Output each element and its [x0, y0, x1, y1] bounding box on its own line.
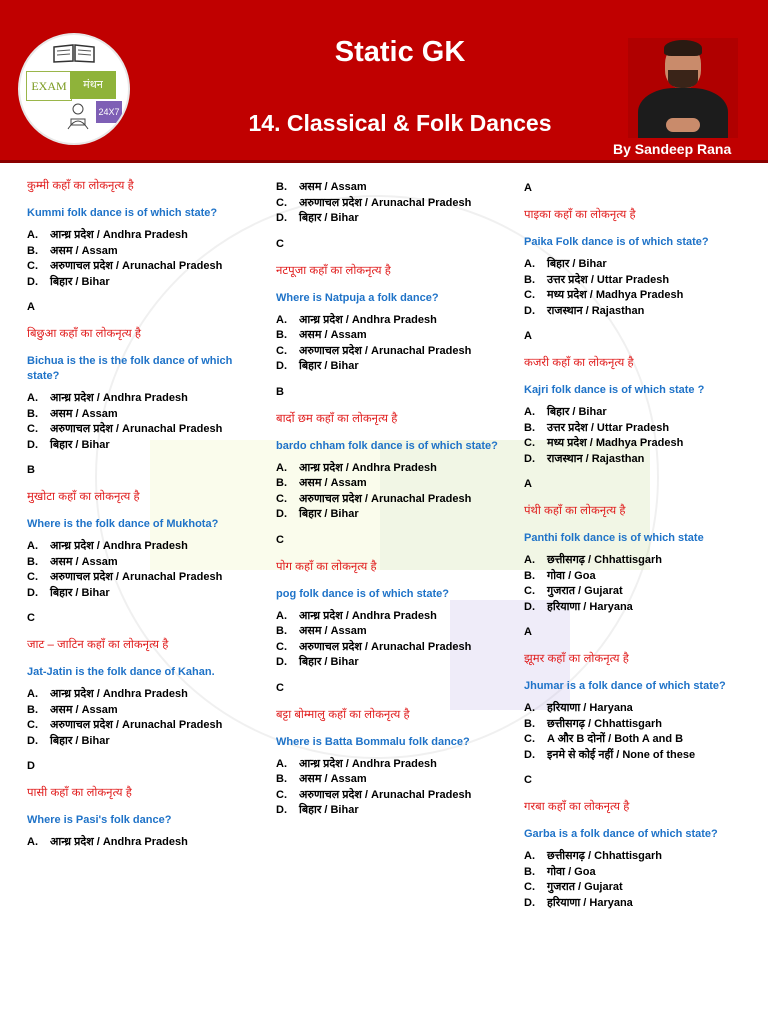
option-text: असम / Assam: [299, 477, 367, 489]
option-letter: D.: [276, 656, 287, 668]
option-row: [524, 405, 764, 421]
option-letter: A.: [27, 688, 38, 700]
answer-label: C: [524, 774, 532, 786]
column-1: [27, 178, 267, 851]
option-row: [276, 624, 516, 640]
option-text: उत्तर प्रदेश / Uttar Pradesh: [547, 273, 670, 286]
option-text: असम / Assam: [299, 773, 367, 785]
question-hindi: बार्दो छम कहाँ का लोकनृत्य है: [276, 412, 398, 425]
option-letter: C.: [524, 289, 535, 301]
option-row: [276, 492, 516, 508]
option-letter: B.: [276, 477, 287, 489]
option-text: अरुणाचल प्रदेश / Arunachal Pradesh: [50, 423, 223, 435]
option-row: [524, 584, 764, 600]
option-text: बिहार / Bihar: [547, 406, 607, 418]
option-row: [27, 734, 267, 750]
option-letter: C.: [524, 437, 535, 449]
question-block: [524, 207, 764, 355]
option-letter: B.: [524, 273, 535, 286]
question-english: Paika Folk dance is of which state?: [524, 236, 709, 248]
option-row: [27, 275, 267, 291]
options-list: [276, 757, 516, 819]
option-letter: C.: [276, 196, 287, 209]
question-block: [276, 263, 516, 411]
question-hindi: पाइका कहाँ का लोकनृत्य है: [524, 209, 636, 221]
question-hindi: नटपूजा कहाँ का लोकनृत्य है: [276, 264, 391, 277]
question-hindi: पासी कहाँ का लोकनृत्य है: [27, 787, 132, 799]
option-row: [276, 180, 516, 196]
option-letter: C.: [524, 881, 535, 893]
page-header: [0, 0, 768, 163]
options-list: [524, 257, 764, 319]
option-text: हरियाणा / Haryana: [547, 896, 633, 909]
options-list: [276, 609, 516, 671]
options-list: [276, 313, 516, 375]
question-block: [27, 489, 267, 637]
option-row: [276, 359, 516, 375]
option-row: [276, 640, 516, 656]
option-text: असम / Assam: [50, 555, 118, 568]
option-letter: A.: [276, 609, 287, 622]
option-row: [524, 717, 764, 733]
option-row: [524, 732, 764, 748]
option-text: अरुणाचल प्रदेश / Arunachal Pradesh: [50, 260, 223, 272]
question-english: Bichua is the is the folk dance of which state?: [27, 355, 233, 382]
option-letter: B.: [276, 181, 287, 193]
question-hindi: गरबा कहाँ का लोकनृत्य है: [524, 801, 630, 813]
options-list: [524, 405, 764, 467]
option-text: छत्तीसगढ़ / Chhattisgarh: [547, 850, 662, 862]
option-row: [524, 436, 764, 452]
question-english: Where is Natpuja a folk dance?: [276, 291, 439, 304]
question-block: [276, 411, 516, 559]
question-english: Kajri folk dance is of which state ?: [524, 384, 705, 396]
option-text: आन्ध्र प्रदेश / Andhra Pradesh: [299, 313, 437, 326]
option-text: असम / Assam: [299, 625, 367, 637]
option-text: असम / Assam: [50, 407, 118, 420]
answer-label: A: [27, 301, 35, 313]
question-block: [276, 707, 516, 819]
option-row: [276, 609, 516, 625]
option-letter: D.: [524, 748, 535, 761]
option-row: [27, 259, 267, 275]
option-letter: D.: [524, 896, 535, 909]
option-text: बिहार / Bihar: [299, 656, 359, 668]
option-row: [524, 896, 764, 912]
option-letter: B.: [27, 244, 38, 257]
option-letter: B.: [27, 555, 38, 568]
option-letter: D.: [276, 804, 287, 816]
option-letter: B.: [524, 717, 535, 730]
option-row: [27, 438, 267, 454]
option-text: इनमे से कोई नहीं / None of these: [547, 748, 696, 761]
option-row: [524, 600, 764, 616]
option-row: [524, 701, 764, 717]
option-letter: C.: [524, 585, 535, 597]
option-letter: B.: [276, 329, 287, 341]
question-block: [27, 785, 267, 851]
author-photo-beard: [668, 70, 698, 88]
answer-label: C: [27, 612, 35, 624]
column-3: [524, 180, 764, 911]
option-letter: A.: [276, 313, 287, 326]
question-english: bardo chham folk dance is of which state?: [276, 439, 498, 452]
option-letter: B.: [524, 865, 535, 878]
option-letter: B.: [276, 625, 287, 637]
option-letter: B.: [276, 773, 287, 785]
open-book-icon: [52, 43, 96, 63]
option-text: हरियाणा / Haryana: [547, 600, 633, 613]
option-row: [27, 555, 267, 571]
option-row: [524, 849, 764, 865]
option-text: आन्ध्र प्रदेश / Andhra Pradesh: [50, 392, 188, 404]
option-text: अरुणाचल प्रदेश / Arunachal Pradesh: [299, 788, 472, 801]
option-letter: A.: [27, 229, 38, 241]
option-text: राजस्थान / Rajasthan: [547, 304, 645, 317]
question-english: Where is Batta Bommalu folk dance?: [276, 735, 470, 748]
option-text: बिहार / Bihar: [299, 212, 359, 224]
options-list: [27, 539, 267, 601]
option-text: आन्ध्र प्रदेश / Andhra Pradesh: [50, 229, 188, 241]
option-text: मध्य प्रदेश / Madhya Pradesh: [547, 437, 684, 449]
option-row: [524, 257, 764, 273]
option-row: [276, 803, 516, 819]
option-letter: A.: [524, 258, 535, 270]
option-text: असम / Assam: [50, 244, 118, 257]
option-letter: D.: [276, 360, 287, 372]
author-photo-hands: [666, 118, 700, 132]
options-list: [276, 461, 516, 523]
option-letter: A.: [276, 461, 287, 474]
author-photo: [628, 38, 738, 138]
option-letter: A.: [27, 392, 38, 404]
option-row: [276, 476, 516, 492]
option-text: अरुणाचल प्रदेश / Arunachal Pradesh: [299, 344, 472, 357]
question-block: [524, 651, 764, 799]
option-row: [27, 407, 267, 423]
reader-illustration-icon: [62, 101, 94, 131]
option-row: [27, 539, 267, 555]
options-list: [27, 391, 267, 453]
option-text: गुजरात / Gujarat: [547, 585, 623, 597]
option-row: [276, 328, 516, 344]
option-letter: D.: [276, 212, 287, 224]
option-row: [27, 391, 267, 407]
author-name: By Sandeep Rana: [613, 141, 732, 157]
option-text: बिहार / Bihar: [547, 258, 607, 270]
option-letter: A.: [524, 554, 535, 566]
options-list: [27, 228, 267, 290]
option-text: आन्ध्र प्रदेश / Andhra Pradesh: [50, 836, 188, 848]
option-text: उत्तर प्रदेश / Uttar Pradesh: [547, 421, 670, 434]
option-letter: A.: [27, 836, 38, 848]
option-letter: C.: [27, 423, 38, 435]
options-list: [524, 553, 764, 615]
page-subtitle: 14. Classical & Folk Dances: [248, 110, 552, 136]
option-text: बिहार / Bihar: [299, 508, 359, 520]
option-letter: D.: [27, 438, 38, 451]
logo-manthan-text: मंथन: [70, 71, 116, 99]
option-row: [27, 228, 267, 244]
option-row: [524, 865, 764, 881]
option-text: हरियाणा / Haryana: [547, 702, 633, 714]
question-english: Where is the folk dance of Mukhota?: [27, 518, 219, 530]
option-text: आन्ध्र प्रदेश / Andhra Pradesh: [299, 461, 437, 474]
option-row: [524, 452, 764, 468]
option-row: [524, 288, 764, 304]
answer-label: A: [524, 330, 532, 342]
option-letter: C.: [27, 260, 38, 272]
option-text: बिहार / Bihar: [50, 438, 110, 451]
column-2: [276, 180, 516, 819]
answer-label: B: [27, 464, 35, 476]
option-text: राजस्थान / Rajasthan: [547, 452, 645, 465]
option-letter: A.: [276, 757, 287, 770]
question-english: Jhumar is a folk dance of which state?: [524, 680, 726, 692]
option-text: अरुणाचल प्रदेश / Arunachal Pradesh: [299, 640, 472, 653]
option-letter: A.: [524, 702, 535, 714]
option-text: छत्तीसगढ़ / Chhattisgarh: [547, 554, 662, 566]
option-row: [276, 655, 516, 671]
answer-label: C: [276, 681, 284, 694]
question-block: [27, 178, 267, 326]
answer-label: B: [276, 385, 284, 398]
option-row: [27, 586, 267, 602]
option-letter: D.: [27, 275, 38, 288]
option-text: बिहार / Bihar: [50, 734, 110, 747]
option-letter: A.: [524, 406, 535, 418]
option-text: मध्य प्रदेश / Madhya Pradesh: [547, 289, 684, 301]
question-hindi: पोग कहाँ का लोकनृत्य है: [276, 560, 377, 573]
question-block: [524, 355, 764, 503]
option-letter: D.: [276, 508, 287, 520]
answer-label: C: [276, 237, 284, 250]
option-letter: C.: [276, 344, 287, 357]
option-row: [27, 422, 267, 438]
question-hindi: मुखोटा कहाँ का लोकनृत्य है: [27, 491, 140, 503]
option-row: [524, 553, 764, 569]
option-row: [27, 570, 267, 586]
question-block: [27, 637, 267, 785]
option-text: आन्ध्र प्रदेश / Andhra Pradesh: [299, 757, 437, 770]
option-letter: C.: [27, 719, 38, 731]
option-row: [524, 273, 764, 289]
option-text: असम / Assam: [299, 329, 367, 341]
question-hindi: बट्टा बोम्मालु कहाँ का लोकनृत्य है: [276, 708, 410, 721]
option-letter: D.: [524, 304, 535, 317]
logo-24x7-tag: 24X7: [96, 101, 122, 123]
options-list: [276, 180, 516, 227]
answer-label: A: [524, 478, 532, 490]
option-row: [524, 880, 764, 896]
option-row: [276, 344, 516, 360]
option-letter: D.: [524, 600, 535, 613]
logo-exam-text: EXAM: [26, 71, 72, 101]
option-row: [276, 313, 516, 329]
exam-manthan-logo: [18, 33, 130, 145]
option-letter: C.: [276, 640, 287, 653]
option-letter: C.: [276, 492, 287, 505]
option-letter: B.: [27, 407, 38, 420]
option-row: [524, 569, 764, 585]
option-letter: A.: [524, 850, 535, 862]
option-letter: D.: [27, 734, 38, 747]
option-text: आन्ध्र प्रदेश / Andhra Pradesh: [299, 609, 437, 622]
option-row: [276, 507, 516, 523]
option-text: गोवा / Goa: [547, 865, 596, 878]
option-text: बिहार / Bihar: [50, 275, 110, 288]
question-hindi: झूमर कहाँ का लोकनृत्य है: [524, 653, 629, 665]
question-english: pog folk dance is of which state?: [276, 587, 449, 600]
option-letter: C.: [276, 788, 287, 801]
option-text: अरुणाचल प्रदेश / Arunachal Pradesh: [50, 571, 223, 583]
option-row: [524, 421, 764, 437]
option-letter: D.: [524, 452, 535, 465]
option-row: [524, 304, 764, 320]
option-row: [276, 461, 516, 477]
answer-label: A: [524, 626, 532, 638]
option-letter: B.: [524, 421, 535, 434]
question-hindi: पंथी कहाँ का लोकनृत्य है: [524, 505, 626, 517]
question-hindi: बिछुआ कहाँ का लोकनृत्य है: [27, 328, 141, 340]
option-text: असम / Assam: [50, 703, 118, 716]
option-text: गोवा / Goa: [547, 569, 596, 582]
option-letter: D.: [27, 586, 38, 599]
option-text: बिहार / Bihar: [50, 586, 110, 599]
option-row: [276, 788, 516, 804]
option-text: असम / Assam: [299, 181, 367, 193]
option-row: [276, 772, 516, 788]
option-letter: B.: [27, 703, 38, 716]
option-row: [27, 718, 267, 734]
options-list: [27, 835, 267, 851]
question-english: Where is Pasi's folk dance?: [27, 814, 172, 826]
option-text: अरुणाचल प्रदेश / Arunachal Pradesh: [299, 492, 472, 505]
question-block: [524, 503, 764, 651]
page-title: Static GK: [334, 36, 466, 68]
option-row: [276, 196, 516, 212]
answer-label: C: [276, 533, 284, 546]
option-row: [276, 757, 516, 773]
question-english: Kummi folk dance is of which state?: [27, 207, 218, 219]
option-text: छत्तीसगढ़ / Chhattisgarh: [547, 717, 662, 730]
option-row: [27, 687, 267, 703]
option-row: [524, 748, 764, 764]
option-letter: C.: [27, 571, 38, 583]
question-hindi: कुम्मी कहाँ का लोकनृत्य है: [27, 180, 134, 192]
option-text: अरुणाचल प्रदेश / Arunachal Pradesh: [50, 719, 223, 731]
option-text: बिहार / Bihar: [299, 804, 359, 816]
question-english: Garba is a folk dance of which state?: [524, 828, 718, 840]
question-hindi: कजरी कहाँ का लोकनृत्य है: [524, 357, 634, 369]
option-letter: C.: [524, 733, 535, 745]
option-text: बिहार / Bihar: [299, 360, 359, 372]
option-row: [276, 211, 516, 227]
options-list: [524, 849, 764, 911]
option-row: [27, 703, 267, 719]
question-english: Jat-Jatin is the folk dance of Kahan.: [27, 666, 215, 678]
option-text: आन्ध्र प्रदेश / Andhra Pradesh: [50, 540, 188, 552]
question-english: Panthi folk dance is of which state: [524, 532, 704, 544]
option-text: अरुणाचल प्रदेश / Arunachal Pradesh: [299, 196, 472, 209]
option-letter: B.: [524, 569, 535, 582]
author-photo-hair: [664, 40, 702, 56]
option-text: A और B दोनों / Both A and B: [547, 733, 684, 745]
option-text: गुजरात / Gujarat: [547, 881, 623, 893]
options-list: [524, 701, 764, 763]
answer-label: A: [524, 182, 532, 194]
option-row: [27, 835, 267, 851]
options-list: [27, 687, 267, 749]
question-block: [276, 559, 516, 707]
question-block: [524, 799, 764, 911]
option-text: आन्ध्र प्रदेश / Andhra Pradesh: [50, 688, 188, 700]
answer-label: D: [27, 760, 35, 772]
question-block: [27, 326, 267, 489]
option-row: [27, 244, 267, 260]
option-letter: A.: [27, 540, 38, 552]
question-hindi: जाट – जाटिन कहाँ का लोकनृत्य है: [27, 639, 169, 651]
